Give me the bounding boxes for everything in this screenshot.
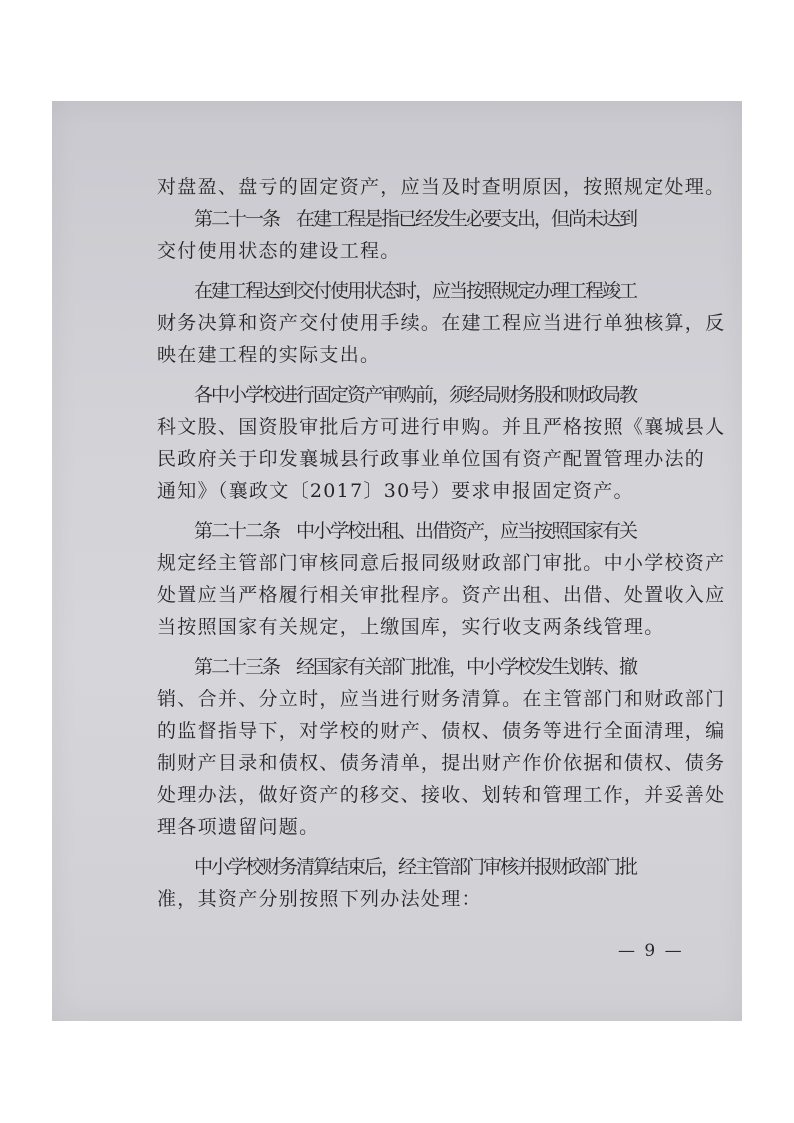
article-23-heading-line: 第二十三条 经国家有关部门批准，中小学校发生划转、撤 (194, 656, 637, 678)
text-line: 销、合并、分立时，应当进行财务清算。在主管部门和财政部门 (157, 688, 726, 710)
article-22-heading-line: 第二十二条 中小学校出租、出借资产，应当按照国家有关 (194, 520, 637, 542)
text-line: 各中小学校进行固定资产审购前，须经局财务股和财政局教 (194, 384, 637, 406)
text-line: 的监督指导下，对学校的财产、债权、债务等进行全面清理，编 (157, 720, 726, 742)
text-line: 处置应当严格履行相关审批程序。资产出租、出借、处置收入应 (157, 584, 726, 606)
text-line: 理各项遗留问题。 (157, 816, 320, 838)
text-line: 映在建工程的实际支出。 (157, 344, 381, 366)
text-line: 中小学校财务清算结束后，经主管部门审核并报财政部门批 (194, 856, 637, 878)
page-number: — 9 — (618, 941, 684, 961)
text-line: 规定经主管部门审核同意后报同级财政部门审批。中小学校资产 (157, 552, 726, 574)
text-line: 民政府关于印发襄城县行政事业单位国有资产配置管理办法的 (157, 448, 706, 470)
text-line: 对盘盈、盘亏的固定资产，应当及时查明原因，按照规定处理。 (157, 176, 726, 198)
document-page (52, 101, 742, 1021)
text-line: 财务决算和资产交付使用手续。在建工程应当进行单独核算，反 (157, 312, 726, 334)
text-line: 科文股、国资股审批后方可进行申购。并且严格按照《襄城县人 (157, 416, 726, 438)
text-line: 通知》（襄政文〔2017〕30号）要求申报固定资产。 (157, 480, 634, 502)
text-line: 制财产目录和债权、债务清单，提出财产作价依据和债权、债务 (157, 752, 726, 774)
text-line: 当按照国家有关规定，上缴国库，实行收支两条线管理。 (157, 616, 665, 638)
text-line: 准，其资产分别按照下列办法处理： (157, 888, 482, 910)
text-line: 交付使用状态的建设工程。 (157, 240, 401, 262)
text-line: 在建工程达到交付使用状态时，应当按照规定办理工程竣工 (194, 280, 637, 302)
text-line: 处理办法，做好资产的移交、接收、划转和管理工作，并妥善处 (157, 784, 726, 806)
article-21-heading-line: 第二十一条 在建工程是指已经发生必要支出，但尚未达到 (194, 208, 637, 230)
